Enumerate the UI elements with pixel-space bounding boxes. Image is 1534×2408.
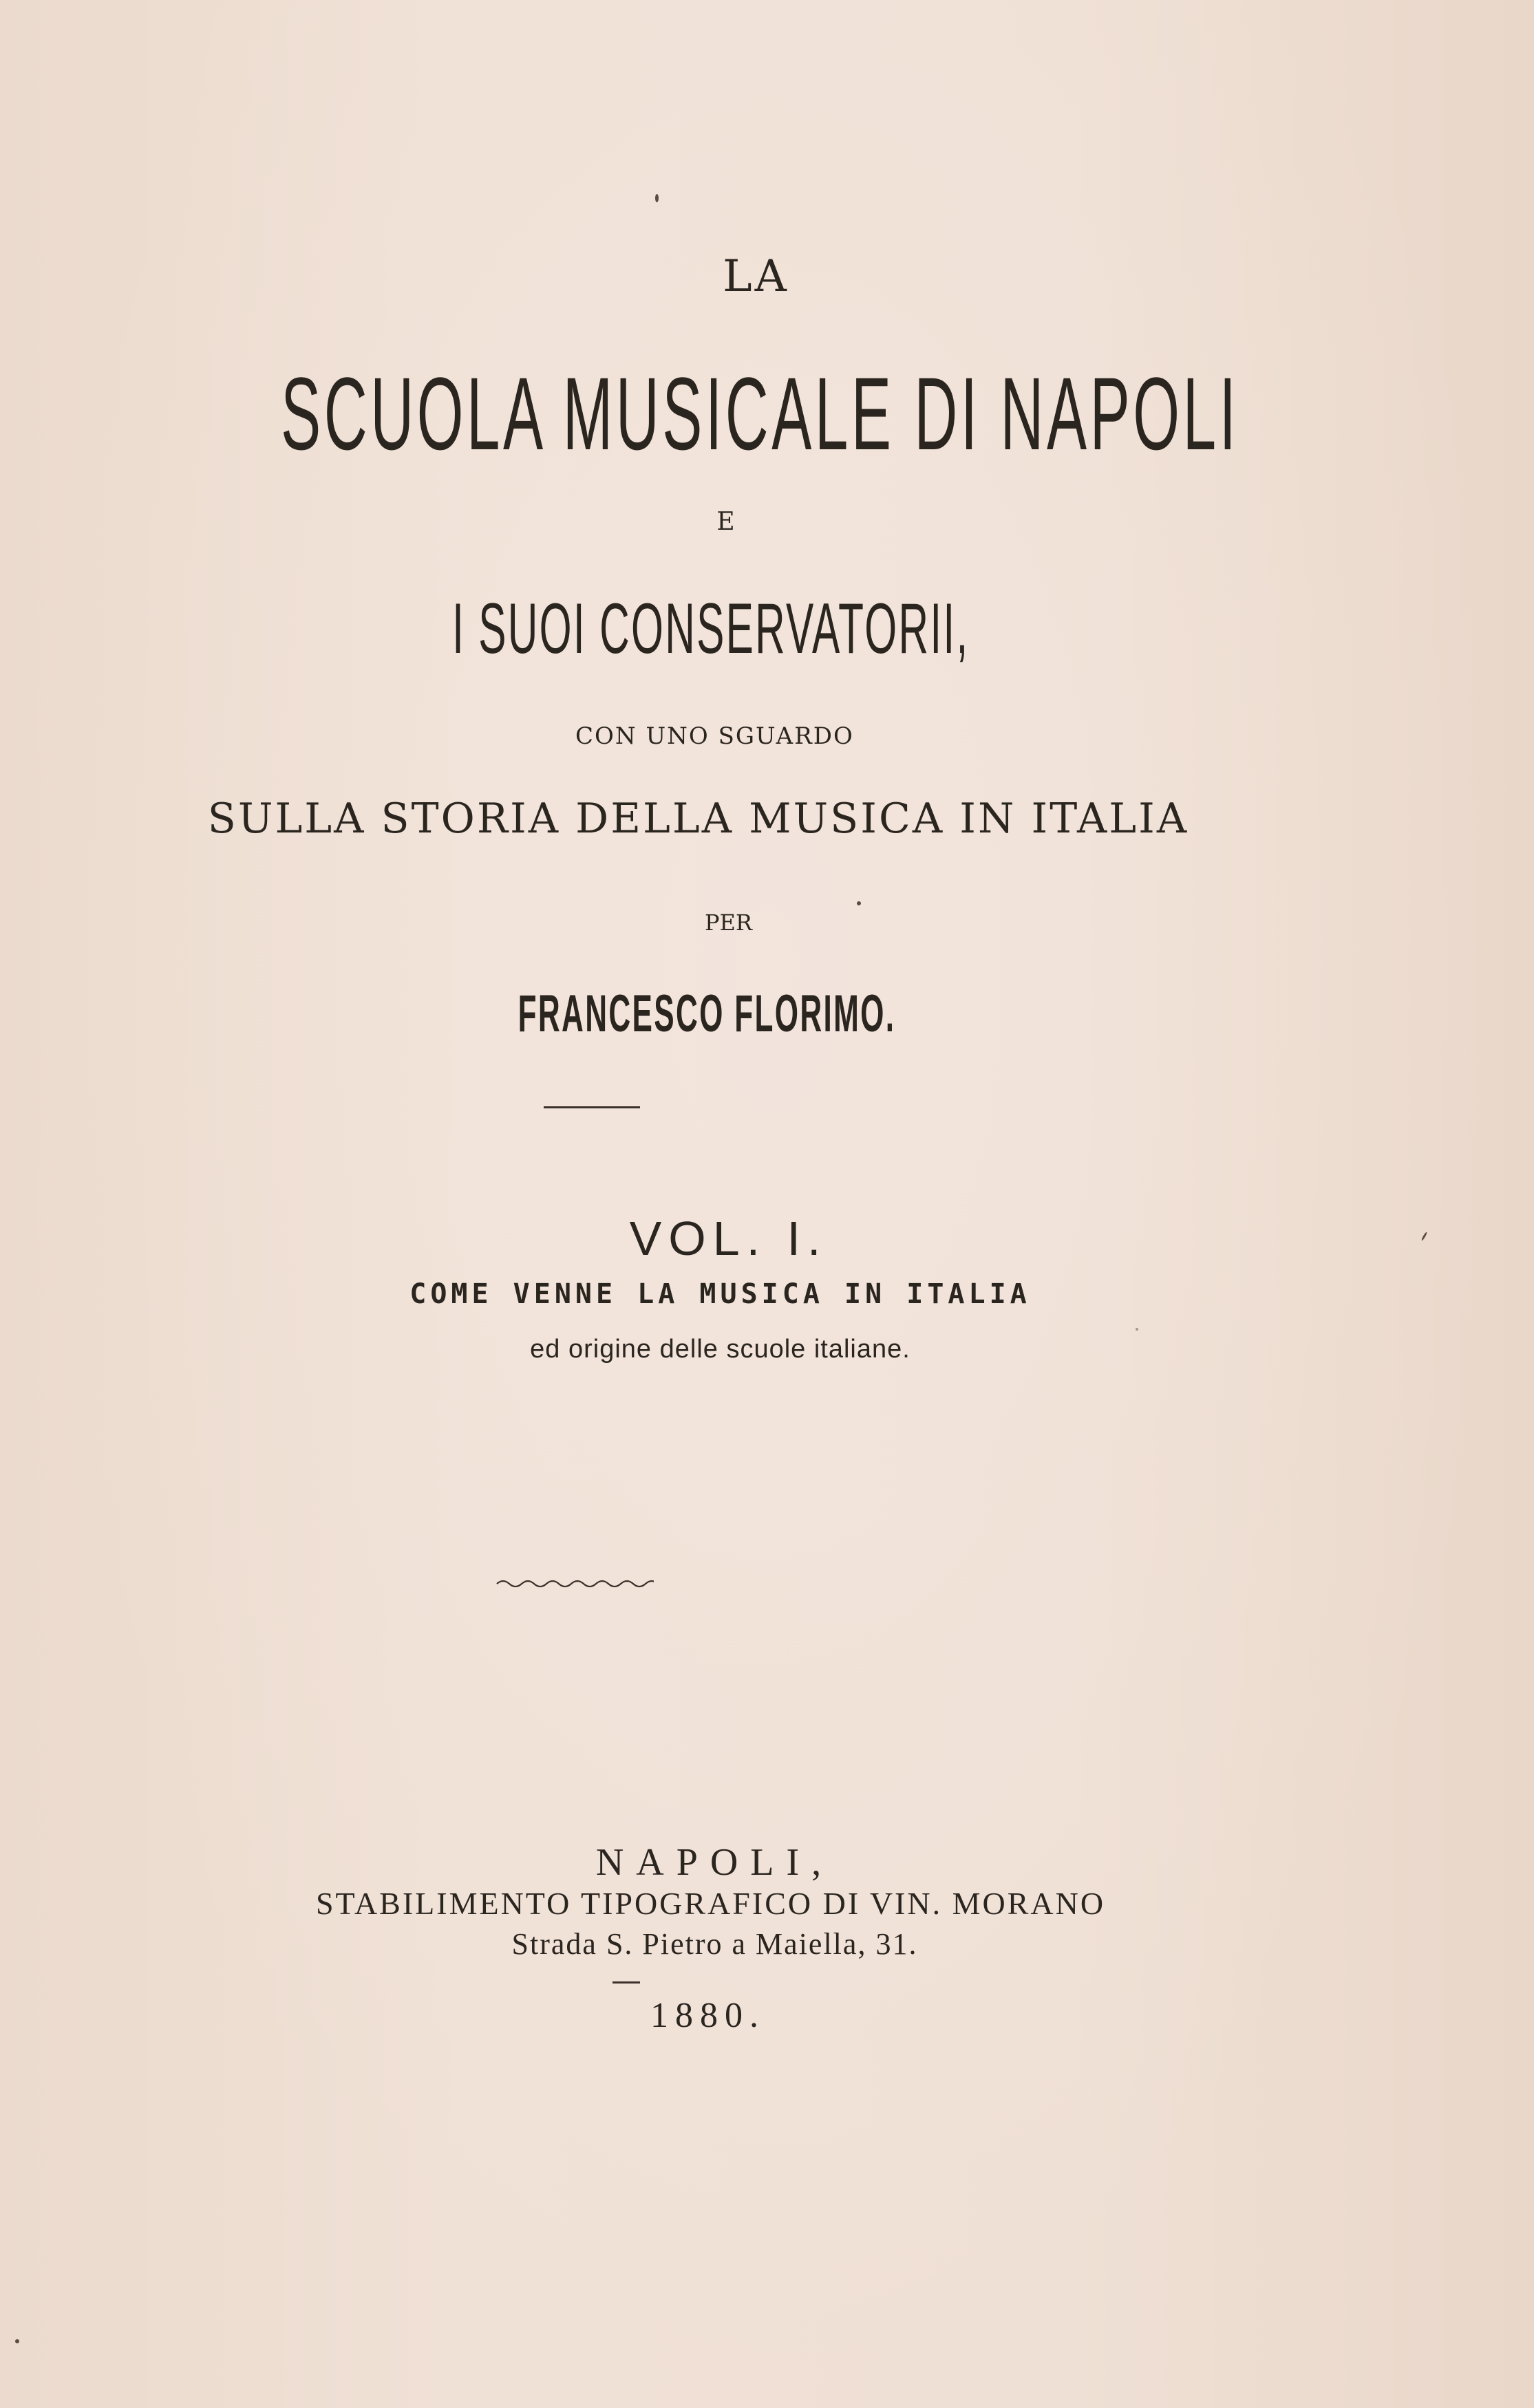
volume-subtitle: ed origine delle scuole italiane.: [530, 1335, 910, 1364]
byline-label: PER: [705, 910, 752, 936]
imprint-address: Strada S. Pietro a Maiella, 31.: [511, 1927, 918, 1961]
title-conjunction: E: [716, 508, 735, 536]
subtitle-topic: SULLA STORIA DELLA MUSICA IN ITALIA: [207, 795, 1189, 843]
author-name-text: FRANCESCO FLORIMO.: [518, 985, 895, 1043]
volume-title: COME VENNE LA MUSICA IN ITALIA: [409, 1278, 1031, 1310]
paper-speck: [15, 2339, 19, 2343]
paper-speck: [655, 194, 659, 202]
paper-speck: [1136, 1328, 1138, 1331]
short-rule: [612, 1981, 640, 1984]
subtitle-phrase: CON UNO SGUARDO: [575, 722, 854, 750]
main-title: [0, 354, 1468, 473]
wavy-ornament: [496, 1576, 654, 1592]
divider-rule: [544, 1106, 640, 1108]
volume-label: VOL. I.: [629, 1212, 828, 1265]
subtitle: [0, 588, 1478, 670]
paper-speck: [857, 901, 861, 905]
subtitle-text: I SUOI CONSERVATORII,: [451, 589, 970, 669]
title-article: LA: [723, 251, 789, 302]
main-title-text: SCUOLA MUSICALE DI NAPOLI: [281, 356, 1239, 471]
imprint-printer: STABILIMENTO TIPOGRAFICO DI VIN. MORANO: [315, 1886, 1106, 1921]
author-name: [0, 984, 1473, 1044]
imprint-city: NAPOLI,: [595, 1841, 834, 1884]
imprint-year: 1880.: [650, 1996, 765, 2035]
